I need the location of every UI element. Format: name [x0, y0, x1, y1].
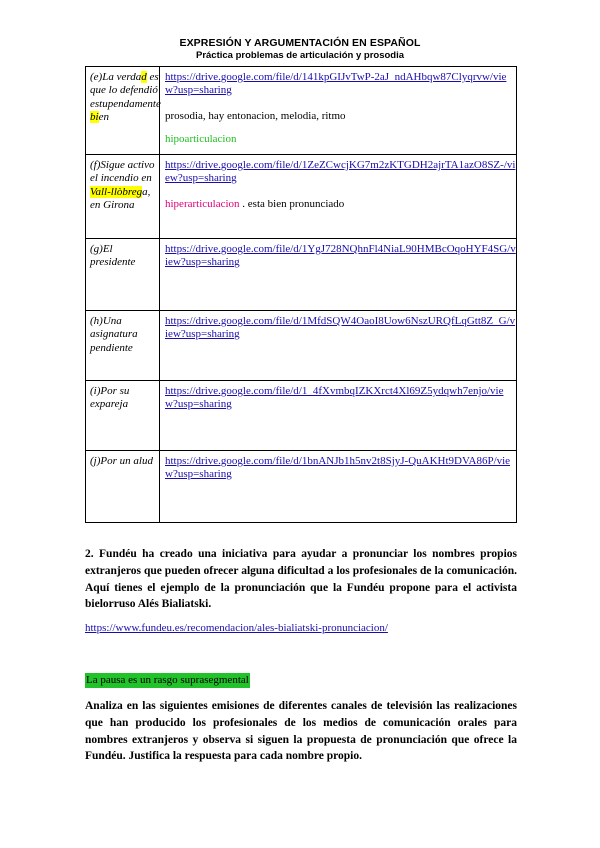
- drive-link[interactable]: https://drive.google.com/file/d/1bnANJb1h5nv2t8SjyJ-QuAKHt9DVA86P/view?usp=sharing: [165, 455, 511, 481]
- drive-link[interactable]: https://drive.google.com/file/d/1MfdSQW4OaoI8Uow6NszURQfLqGtt8Z_G/view?usp=sharing: [165, 315, 516, 341]
- instructions: Analiza en las siguientes emisiones de diferentes canales de televisión las realizaciones que han producido los profesionales de los medios de comunicación orales para nombres extranjeros y observa si siguen la propuesta de pronunciación que ofrece la Fundéu. Justifica la respuesta para cada nombre propio.: [85, 700, 517, 763]
- row-label: (h)Una asignatura pendiente: [86, 311, 160, 381]
- row-content: [160, 381, 517, 451]
- pause-note: La pausa es un rasgo suprasegmental: [86, 674, 249, 686]
- table-row: [86, 67, 517, 155]
- fundeu-link[interactable]: https://www.fundeu.es/recomendacion/ales-bialiatski-pronunciacion/: [85, 622, 388, 634]
- row-content: [160, 311, 517, 381]
- page-header: [0, 37, 600, 62]
- exercise-table: [85, 66, 517, 523]
- row-comment: prosodia, hay entonacion, melodia, ritmo: [165, 109, 346, 122]
- drive-link[interactable]: https://drive.google.com/file/d/1_4fXvmbqIZKXrct4Xl69Z5ydqwh7enjo/view?usp=sharing: [165, 385, 504, 411]
- row-comment-green: hipoarticulacion: [165, 133, 237, 146]
- table-row: [86, 311, 517, 381]
- drive-link[interactable]: https://drive.google.com/file/d/141kpGIJvTwP-2aJ_ndAHbqw87Clyqrvw/view?usp=sharing: [165, 71, 507, 97]
- row-label: (f)Sigue activo el incendio en Vall-llòbrega, en Girona: [86, 155, 160, 239]
- row-content: [160, 239, 517, 311]
- row-label: (i)Por su expareja: [86, 381, 160, 451]
- document-subtitle: Práctica problemas de articulación y prosodia: [195, 50, 405, 61]
- row-content: [160, 67, 517, 155]
- row-content: [160, 451, 517, 523]
- row-content: [160, 155, 517, 239]
- question-2: 2. Fundéu ha creado una iniciativa para ayudar a pronunciar los nombres propios extranjeros que pueden ofrecer alguna dificultad a los profesionales de la comunicación. Aquí tienes el ejemplo de la pronunciación que la Fundéu propone para el activista bielorruso Alés Bialiatski.: [85, 548, 517, 611]
- row-label: (e)La verdad es que lo defendió estupendamente bien: [86, 67, 160, 155]
- table-row: [86, 239, 517, 311]
- table-row: [86, 381, 517, 451]
- row-comment: hiperarticulacion . esta bien pronunciado: [165, 197, 345, 210]
- drive-link[interactable]: https://drive.google.com/file/d/1YgJ728NQhnFl4NiaL90HMBcOqoHYF4SG/view?usp=sharing: [165, 243, 516, 269]
- table-row: [86, 451, 517, 523]
- table-row: [86, 155, 517, 239]
- drive-link[interactable]: https://drive.google.com/file/d/1ZeZCwcjKG7m2zKTGDH2ajrTA1azO8SZ-/view?usp=sharing: [165, 159, 516, 185]
- row-label: (g)El presidente: [86, 239, 160, 311]
- row-label: (j)Por un alud: [86, 451, 160, 523]
- document-title: EXPRESIÓN Y ARGUMENTACIÓN EN ESPAÑOL: [179, 37, 421, 49]
